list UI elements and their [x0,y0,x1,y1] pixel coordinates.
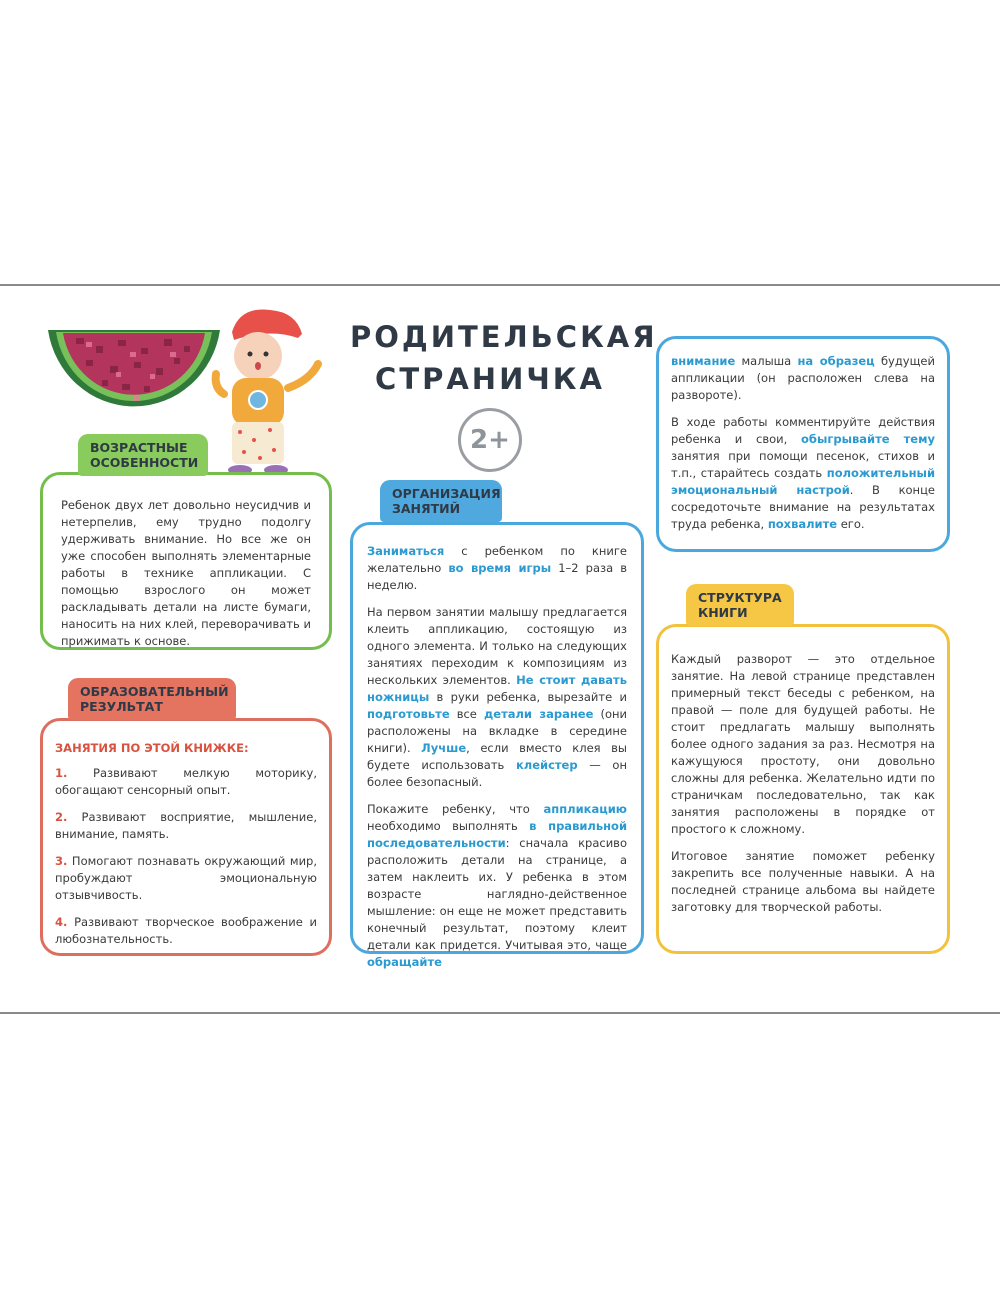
result-item [55,914,317,948]
structure-paragraph-2: Итоговое занятие поможет ребенку закрепить все полученные навыки. А на последней странице альбома вы найдете заготовку для творческой работы. [671,849,935,914]
attention-paragraph-2: В ходе работы комментируйте действия ребенка и свои, обыгрывайте тему занятия при помощи песенок, стихов и т.п., старайтесь создать положительный эмоциональный настрой. В конце сосредоточьте внимание на результатах труда ребенка, похвалите его. [671,415,935,531]
page-title-block [350,316,658,472]
org-paragraph-2: На первом занятии малышу предлагается клеить аппликацию, состоящую из одного элемента. И только на следующих занятиях переходим к композициям из нескольких элементов. Не стоит давать ножницы в руки ребенка, вырезайте и подготовьте все детали заранее (они расположены на вкладке в середине книги). Лучше, если вместо клея вы будете использовать клейстер — он более безопасный. [367,605,627,789]
result-item-number: 4. [55,915,68,929]
parent-page-spread [0,284,1000,1014]
book-structure-card [656,624,950,954]
education-result-card [40,718,332,956]
lessons-organisation-label: ОРГАНИЗАЦИЯ ЗАНЯТИЙ [380,480,502,522]
education-result-label: ОБРАЗОВАТЕЛЬНЫЙ РЕЗУЛЬТАТ [68,678,236,720]
page-title-line-2: СТРАНИЧКА [375,362,605,396]
age-features-label: ВОЗРАСТНЫЕ ОСОБЕННОСТИ [78,434,208,476]
result-item [55,853,317,904]
result-intro: ЗАНЯТИЯ ПО ЭТОЙ КНИЖКЕ: [55,741,249,755]
result-item [55,809,317,843]
result-item-text: Помогают познавать окружающий мир, пробуждают эмоциональную отзывчивость. [55,854,317,902]
lessons-organisation-card [350,522,644,969]
structure-paragraph-1: Каждый разворот — это отдельное занятие. На левой странице представлен примерный текст беседы с ребенком, на правой — поле для будущей работы. Не стоит предлагать малышу выполнять более одного задания за раз. Несмотря на кажущуюся простоту, они довольно сложны для ребенка. Желательно идти по страничкам последовательно, так как занятия расположены в порядке от простого к сложному. [671,652,935,836]
result-item-number: 2. [55,810,68,824]
page-title-line-1: РОДИТЕЛЬСКАЯ [350,320,658,354]
org-paragraph-1: Заниматься с ребенком по книге желательно во время игры 1–2 раза в неделю. [367,544,628,592]
child-illustration [210,304,330,482]
result-item-text: Развивают восприятие, мышление, внимание, память. [55,810,318,841]
result-item-number: 3. [55,854,68,868]
watermelon-illustration [46,326,222,426]
age-features-card [40,472,332,650]
org-paragraph-3: Покажите ребенку, что аппликацию необходимо выполнять в правильной последовательности: сначала красиво расположить детали на странице, а затем наклеить их. У ребенка в этом возрасте наглядно-действенное мышление: он еще не может представить конечный результат, поэтому клеит детали как придется. Учитывая это, чаще обращайте [367,802,627,969]
result-item [55,765,317,799]
result-item-number: 1. [55,766,68,780]
age-features-text: Ребенок двух лет довольно неусидчив и нетерпелив, ему трудно подолгу удерживать внимание. Но все же он уже способен выполнять элементарные работы в технике аппликации. С помощью взрослого он может раскладывать детали на листе бумаги, наносить на них клей, переворачивать и прижимать к основе. [61,498,311,648]
attention-paragraph-1: внимание малыша на образец будущей аппликации (он расположен слева на развороте). [671,354,935,402]
result-item-text: Развивают творческое воображение и любознательность. [55,915,317,946]
result-item-text: Развивают мелкую моторику, обогащают сенсорный опыт. [55,766,317,797]
book-structure-label: СТРУКТУРА КНИГИ [686,584,794,626]
age-badge: 2+ [458,408,522,472]
attention-card [656,336,950,552]
